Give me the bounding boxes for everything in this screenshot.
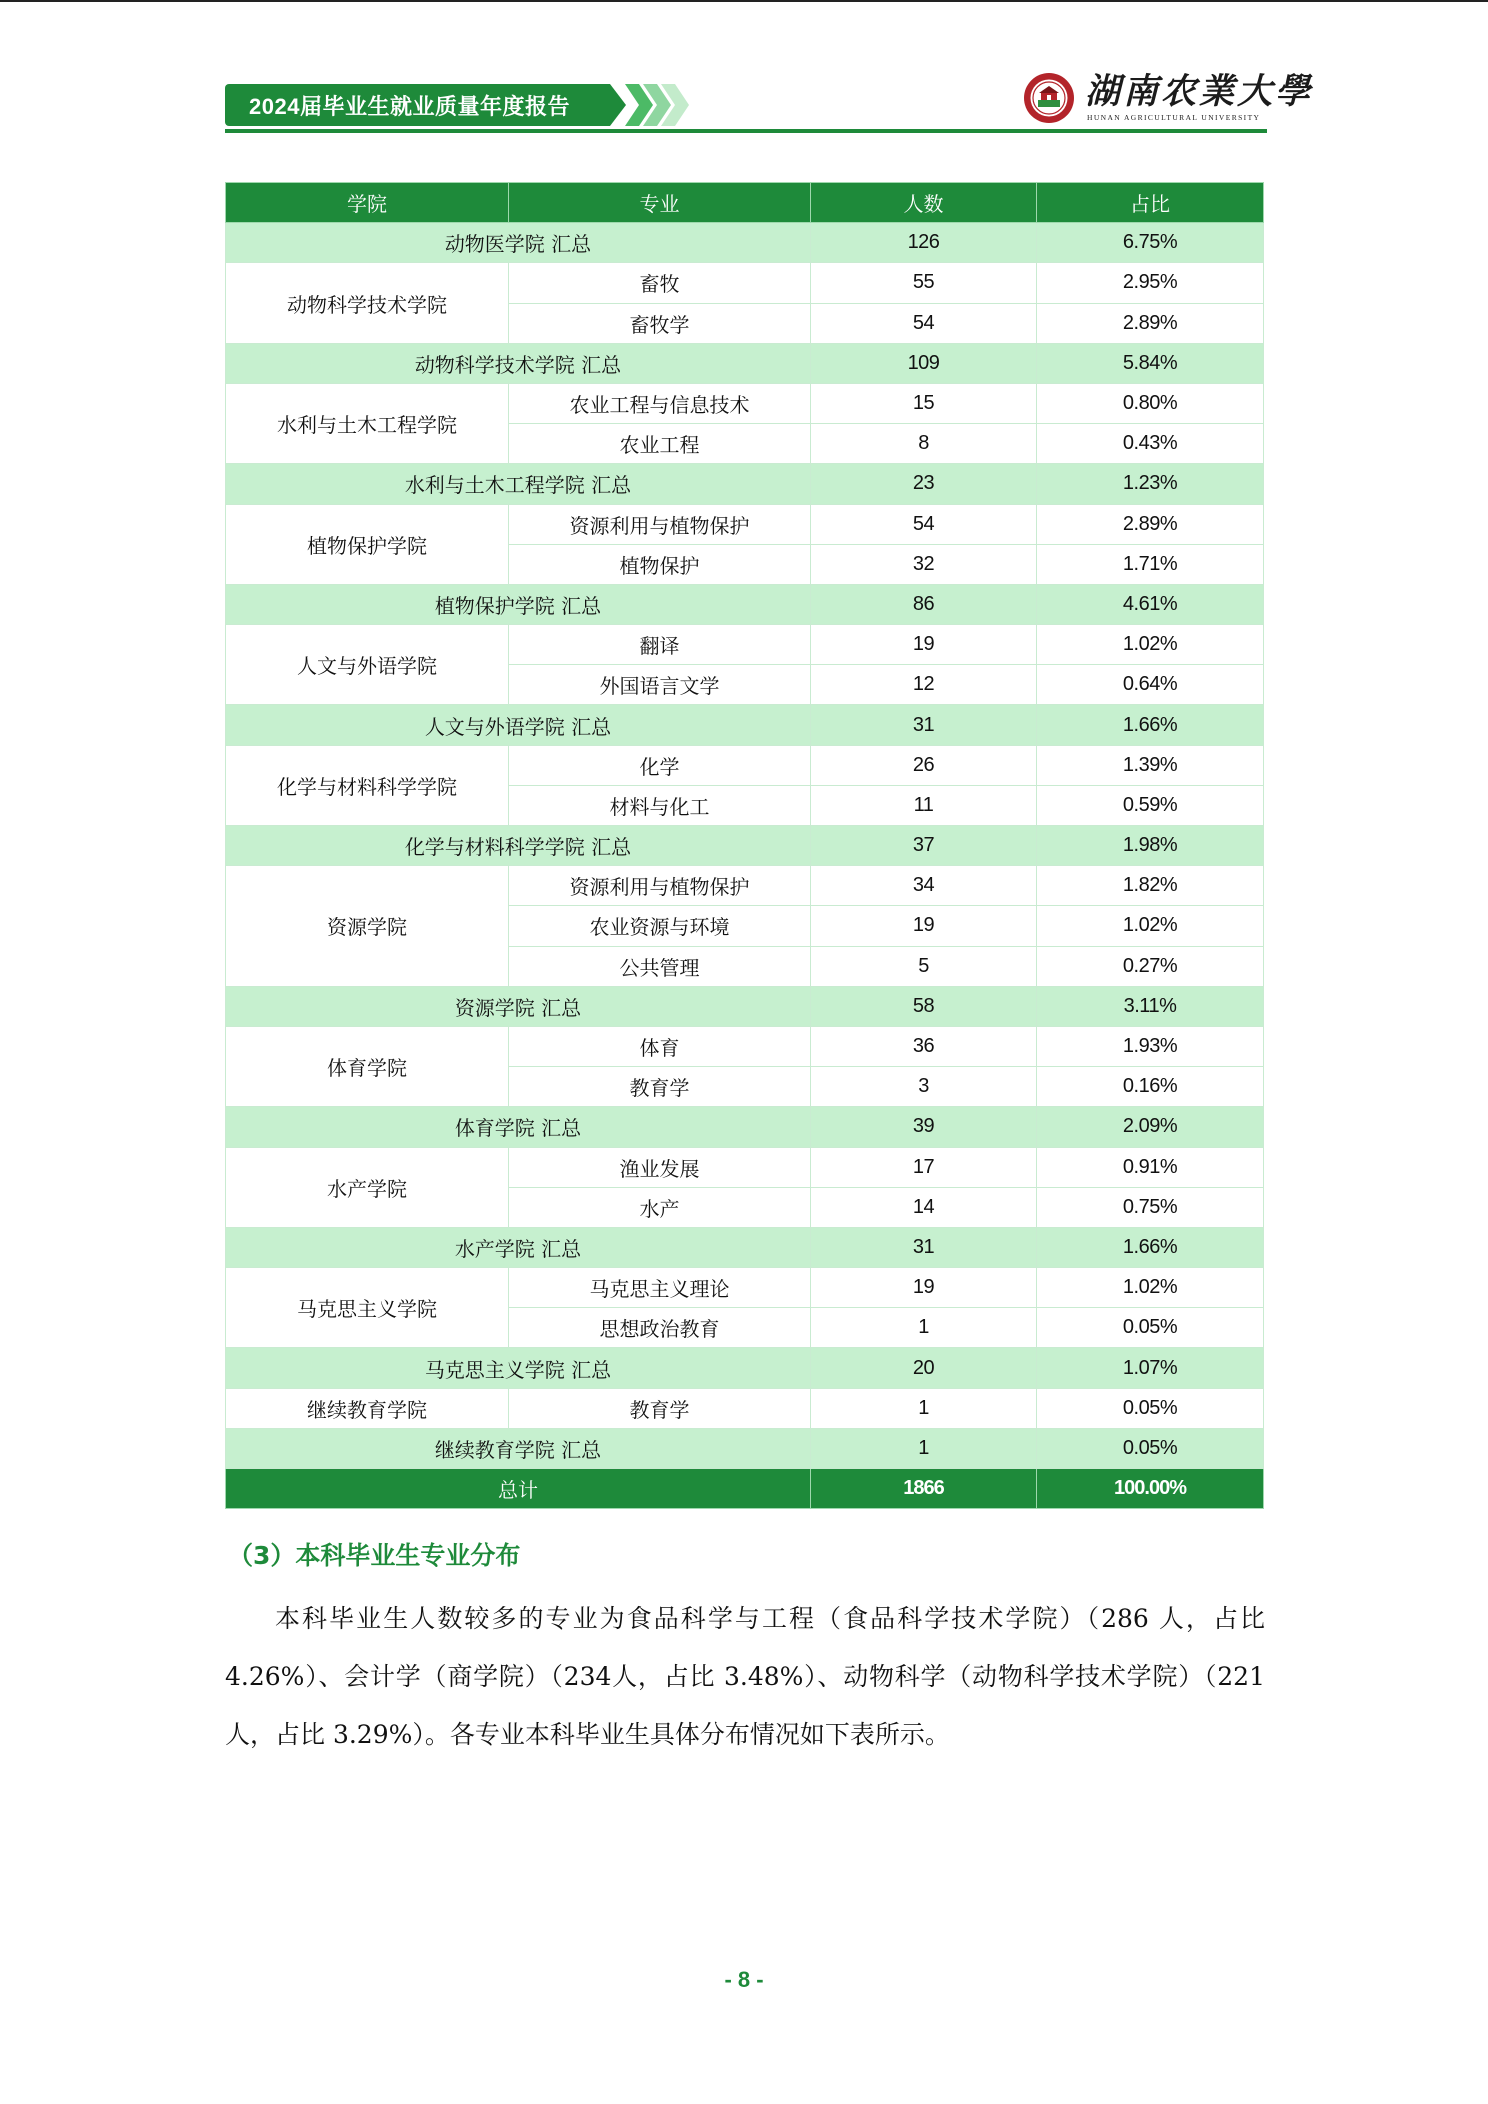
subtotal-label: 人文与外语学院 汇总 <box>226 705 811 745</box>
subtotal-percent: 6.75% <box>1037 223 1264 263</box>
major-cell: 翻译 <box>509 625 811 665</box>
subtotal-label: 体育学院 汇总 <box>226 1107 811 1147</box>
major-cell: 畜牧 <box>509 263 811 303</box>
table-row <box>226 1268 1264 1308</box>
table-row <box>226 383 1264 423</box>
college-cell: 人文与外语学院 <box>226 625 509 705</box>
table-row <box>226 866 1264 906</box>
count-cell: 32 <box>811 544 1037 584</box>
chevron-decoration-icon <box>609 84 689 126</box>
percent-cell: 0.43% <box>1037 424 1264 464</box>
major-cell: 农业工程 <box>509 424 811 464</box>
major-cell: 农业资源与环境 <box>509 906 811 946</box>
subtotal-row <box>226 1107 1264 1147</box>
table-row <box>226 504 1264 544</box>
table-header-row <box>226 183 1264 223</box>
count-cell: 34 <box>811 866 1037 906</box>
major-cell: 渔业发展 <box>509 1147 811 1187</box>
percent-cell: 1.02% <box>1037 625 1264 665</box>
subtotal-count: 86 <box>811 584 1037 624</box>
percent-cell: 2.89% <box>1037 504 1264 544</box>
subtotal-label: 继续教育学院 汇总 <box>226 1428 811 1468</box>
major-cell: 化学 <box>509 745 811 785</box>
count-cell: 12 <box>811 665 1037 705</box>
total-row <box>226 1469 1264 1509</box>
subtotal-percent: 1.66% <box>1037 1227 1264 1267</box>
subtotal-row <box>226 1348 1264 1388</box>
count-cell: 11 <box>811 785 1037 825</box>
subtotal-label: 动物科学技术学院 汇总 <box>226 343 811 383</box>
page-header <box>225 68 1314 136</box>
subtotal-count: 126 <box>811 223 1037 263</box>
subtotal-count: 109 <box>811 343 1037 383</box>
subtotal-percent: 1.66% <box>1037 705 1264 745</box>
percent-cell: 1.82% <box>1037 866 1264 906</box>
major-cell: 资源利用与植物保护 <box>509 504 811 544</box>
major-cell: 马克思主义理论 <box>509 1268 811 1308</box>
college-cell: 化学与材料科学学院 <box>226 745 509 825</box>
report-title: 2024届毕业生就业质量年度报告 <box>249 93 570 119</box>
count-cell: 19 <box>811 1268 1037 1308</box>
percent-cell: 1.02% <box>1037 1268 1264 1308</box>
column-header-college: 学院 <box>226 183 509 223</box>
college-cell: 马克思主义学院 <box>226 1268 509 1348</box>
percent-cell: 1.93% <box>1037 1026 1264 1066</box>
section-heading: （3）本科毕业生专业分布 <box>228 1541 521 1570</box>
count-cell: 19 <box>811 625 1037 665</box>
count-cell: 5 <box>811 946 1037 986</box>
report-title-banner <box>225 84 610 126</box>
column-header-percent: 占比 <box>1037 183 1264 223</box>
percent-cell: 0.27% <box>1037 946 1264 986</box>
page-number: - 8 - <box>724 1967 764 1992</box>
subtotal-row <box>226 1428 1264 1468</box>
subtotal-percent: 1.07% <box>1037 1348 1264 1388</box>
college-cell: 水利与土木工程学院 <box>226 383 509 463</box>
graduates-by-major-table <box>225 182 1264 1509</box>
major-cell: 畜牧学 <box>509 303 811 343</box>
major-cell: 公共管理 <box>509 946 811 986</box>
count-cell: 1 <box>811 1308 1037 1348</box>
table-row <box>226 745 1264 785</box>
percent-cell: 0.80% <box>1037 383 1264 423</box>
college-cell: 继续教育学院 <box>226 1388 509 1428</box>
total-percent: 100.00% <box>1037 1469 1264 1509</box>
percent-cell: 0.75% <box>1037 1187 1264 1227</box>
subtotal-row <box>226 343 1264 383</box>
subtotal-percent: 1.23% <box>1037 464 1264 504</box>
percent-cell: 0.05% <box>1037 1388 1264 1428</box>
major-cell: 外国语言文学 <box>509 665 811 705</box>
column-header-major: 专业 <box>509 183 811 223</box>
major-cell: 材料与化工 <box>509 785 811 825</box>
major-cell: 教育学 <box>509 1388 811 1428</box>
count-cell: 3 <box>811 1067 1037 1107</box>
subtotal-row <box>226 986 1264 1026</box>
college-cell: 动物科学技术学院 <box>226 263 509 343</box>
table-row <box>226 263 1264 303</box>
count-cell: 1 <box>811 1388 1037 1428</box>
count-cell: 17 <box>811 1147 1037 1187</box>
count-cell: 36 <box>811 1026 1037 1066</box>
subtotal-row <box>226 464 1264 504</box>
subtotal-label: 动物医学院 汇总 <box>226 223 811 263</box>
table-row <box>226 625 1264 665</box>
percent-cell: 1.02% <box>1037 906 1264 946</box>
subtotal-count: 31 <box>811 705 1037 745</box>
college-cell: 体育学院 <box>226 1026 509 1106</box>
count-cell: 26 <box>811 745 1037 785</box>
percent-cell: 0.64% <box>1037 665 1264 705</box>
percent-cell: 2.95% <box>1037 263 1264 303</box>
total-label: 总计 <box>226 1469 811 1509</box>
count-cell: 54 <box>811 504 1037 544</box>
major-cell: 资源利用与植物保护 <box>509 866 811 906</box>
column-header-count: 人数 <box>811 183 1037 223</box>
percent-cell: 2.89% <box>1037 303 1264 343</box>
subtotal-label: 水产学院 汇总 <box>226 1227 811 1267</box>
university-seal-icon <box>1023 72 1075 124</box>
major-cell: 体育 <box>509 1026 811 1066</box>
major-cell: 思想政治教育 <box>509 1308 811 1348</box>
subtotal-count: 1 <box>811 1428 1037 1468</box>
major-cell: 植物保护 <box>509 544 811 584</box>
table-body <box>226 223 1264 1509</box>
college-cell: 资源学院 <box>226 866 509 987</box>
table-row <box>226 1026 1264 1066</box>
subtotal-count: 58 <box>811 986 1037 1026</box>
subtotal-percent: 1.98% <box>1037 826 1264 866</box>
subtotal-percent: 4.61% <box>1037 584 1264 624</box>
subtotal-label: 植物保护学院 汇总 <box>226 584 811 624</box>
table-row <box>226 1388 1264 1428</box>
subtotal-row <box>226 223 1264 263</box>
college-cell: 水产学院 <box>226 1147 509 1227</box>
subtotal-row <box>226 1227 1264 1267</box>
subtotal-percent: 0.05% <box>1037 1428 1264 1468</box>
major-cell: 农业工程与信息技术 <box>509 383 811 423</box>
table-row <box>226 1147 1264 1187</box>
university-logo <box>1023 68 1314 126</box>
subtotal-count: 31 <box>811 1227 1037 1267</box>
percent-cell: 0.16% <box>1037 1067 1264 1107</box>
header-divider <box>225 129 1267 133</box>
subtotal-count: 20 <box>811 1348 1037 1388</box>
count-cell: 19 <box>811 906 1037 946</box>
count-cell: 8 <box>811 424 1037 464</box>
percent-cell: 0.91% <box>1037 1147 1264 1187</box>
subtotal-row <box>226 826 1264 866</box>
subtotal-percent: 5.84% <box>1037 343 1264 383</box>
university-name-cn: 湖南农業大學 <box>1085 71 1314 112</box>
count-cell: 15 <box>811 383 1037 423</box>
subtotal-count: 23 <box>811 464 1037 504</box>
major-cell: 教育学 <box>509 1067 811 1107</box>
count-cell: 14 <box>811 1187 1037 1227</box>
subtotal-count: 39 <box>811 1107 1037 1147</box>
subtotal-percent: 3.11% <box>1037 986 1264 1026</box>
subtotal-label: 马克思主义学院 汇总 <box>226 1348 811 1388</box>
total-count: 1866 <box>811 1469 1037 1509</box>
university-name-en: HUNAN AGRICULTURAL UNIVERSITY <box>1087 113 1261 122</box>
subtotal-label: 水利与土木工程学院 汇总 <box>226 464 811 504</box>
count-cell: 55 <box>811 263 1037 303</box>
subtotal-label: 资源学院 汇总 <box>226 986 811 1026</box>
subtotal-row <box>226 705 1264 745</box>
college-cell: 植物保护学院 <box>226 504 509 584</box>
major-cell: 水产 <box>509 1187 811 1227</box>
percent-cell: 1.39% <box>1037 745 1264 785</box>
subtotal-count: 37 <box>811 826 1037 866</box>
percent-cell: 0.59% <box>1037 785 1264 825</box>
subtotal-row <box>226 584 1264 624</box>
count-cell: 54 <box>811 303 1037 343</box>
subtotal-label: 化学与材料科学学院 汇总 <box>226 826 811 866</box>
percent-cell: 0.05% <box>1037 1308 1264 1348</box>
percent-cell: 1.71% <box>1037 544 1264 584</box>
section-paragraph: 本科毕业生人数较多的专业为食品科学与工程（食品科学技术学院）（286 人，占比 4.26%）、会计学（商学院）（234人，占比 3.48%）、动物科学（动物科学技术学院）（221人，占比 3.29%）。各专业本科毕业生具体分布情况如下表所示。 <box>225 1604 1265 1749</box>
subtotal-percent: 2.09% <box>1037 1107 1264 1147</box>
